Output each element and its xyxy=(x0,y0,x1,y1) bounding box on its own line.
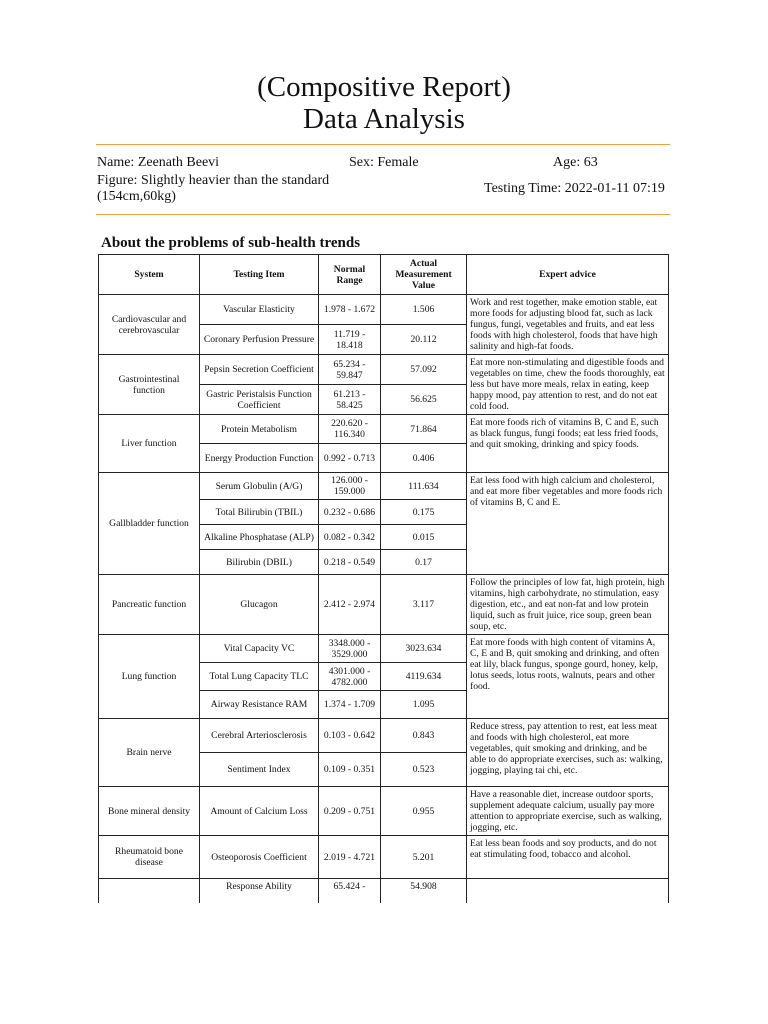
expert-advice-cell: Reduce stress, pay attention to rest, eat less meat and foods with high cholesterol, eat more vegetables, quit smoking and drinking, and be able to do appropriate exercises, such as: walking, jogging, playing tai chi, etc. xyxy=(467,719,669,787)
table-row xyxy=(99,879,669,903)
testing-item-cell: Serum Globulin (A/G) xyxy=(200,473,319,500)
measurement-value-cell: 56.625 xyxy=(381,385,467,415)
measurement-value-cell: 0.955 xyxy=(381,787,467,836)
system-cell xyxy=(99,879,200,903)
expert-advice-cell: Eat more non-stimulating and digestible foods and vegetables on time, chew the foods thoroughly, eat less but have more meals, relax in eating, keep happy mood, pay attention to rest, and do not eat cold food. xyxy=(467,355,669,415)
header-divider-bottom xyxy=(96,214,670,215)
table-row xyxy=(99,295,669,325)
patient-figure-detail: (154cm,60kg) xyxy=(97,189,176,204)
table-body xyxy=(99,295,669,903)
system-cell: Bone mineral density xyxy=(99,787,200,836)
measurement-value-cell: 54.908 xyxy=(381,879,467,903)
sub-health-table xyxy=(98,254,669,903)
testing-item-cell: Coronary Perfusion Pressure xyxy=(200,325,319,355)
normal-range-cell: 65.234 - 59.847 xyxy=(319,355,381,385)
patient-name: Name: Zeenath Beevi xyxy=(97,155,220,170)
normal-range-cell: 4301.000 - 4782.000 xyxy=(319,663,381,691)
testing-item-cell: Amount of Calcium Loss xyxy=(200,787,319,836)
testing-item-cell: Sentiment Index xyxy=(200,753,319,787)
normal-range-cell: 0.109 - 0.351 xyxy=(319,753,381,787)
header-system: System xyxy=(99,255,200,295)
normal-range-cell: 220.620 - 116.340 xyxy=(319,415,381,444)
normal-range-cell: 3348.000 - 3529.000 xyxy=(319,635,381,663)
report-title: (Compositive Report) xyxy=(257,71,511,103)
section-title: About the problems of sub-health trends xyxy=(101,235,361,251)
normal-range-cell: 0.992 - 0.713 xyxy=(319,444,381,473)
testing-item-cell: Cerebral Arteriosclerosis xyxy=(200,719,319,753)
patient-sex: Sex: Female xyxy=(349,155,419,170)
header-normal-range: Normal Range xyxy=(319,255,381,295)
expert-advice-cell xyxy=(467,879,669,903)
normal-range-cell: 11.719 - 18.418 xyxy=(319,325,381,355)
normal-range-cell: 0.082 - 0.342 xyxy=(319,525,381,550)
testing-item-cell: Total Lung Capacity TLC xyxy=(200,663,319,691)
normal-range-cell: 126.000 - 159.000 xyxy=(319,473,381,500)
testing-item-cell: Alkaline Phosphatase (ALP) xyxy=(200,525,319,550)
normal-range-cell: 2.412 - 2.974 xyxy=(319,575,381,635)
normal-range-cell: 61.213 - 58.425 xyxy=(319,385,381,415)
system-cell: Cardiovascular and cerebrovascular xyxy=(99,295,200,355)
table-row xyxy=(99,836,669,879)
testing-item-cell: Pepsin Secretion Coefficient xyxy=(200,355,319,385)
normal-range-cell: 0.218 - 0.549 xyxy=(319,550,381,575)
measurement-value-cell: 5.201 xyxy=(381,836,467,879)
testing-item-cell: Response Ability xyxy=(200,879,319,903)
normal-range-cell: 1.374 - 1.709 xyxy=(319,691,381,719)
normal-range-cell: 1.978 - 1.672 xyxy=(319,295,381,325)
testing-item-cell: Vital Capacity VC xyxy=(200,635,319,663)
expert-advice-cell: Have a reasonable diet, increase outdoor sports, supplement adequate calcium, usually pay more attention to appropriate exercise, such as walking, jogging, etc. xyxy=(467,787,669,836)
expert-advice-cell: Eat more foods rich of vitamins B, C and E, such as black fungus, fungi foods; eat less fried foods, and quit smoking, drinking and spicy foods. xyxy=(467,415,669,473)
system-cell: Rheumatoid bone disease xyxy=(99,836,200,879)
header-divider-top xyxy=(96,144,670,145)
testing-item-cell: Gastric Peristalsis Function Coefficient xyxy=(200,385,319,415)
measurement-value-cell: 3.117 xyxy=(381,575,467,635)
measurement-value-cell: 0.175 xyxy=(381,500,467,525)
testing-item-cell: Airway Resistance RAM xyxy=(200,691,319,719)
table-row xyxy=(99,719,669,753)
measurement-value-cell: 0.015 xyxy=(381,525,467,550)
system-cell: Liver function xyxy=(99,415,200,473)
testing-item-cell: Vascular Elasticity xyxy=(200,295,319,325)
measurement-value-cell: 4119.634 xyxy=(381,663,467,691)
measurement-value-cell: 0.523 xyxy=(381,753,467,787)
measurement-value-cell: 3023.634 xyxy=(381,635,467,663)
header-expert-advice: Expert advice xyxy=(467,255,669,295)
system-cell: Lung function xyxy=(99,635,200,719)
table-header-row xyxy=(99,255,669,295)
measurement-value-cell: 57.092 xyxy=(381,355,467,385)
testing-item-cell: Total Bilirubin (TBIL) xyxy=(200,500,319,525)
measurement-value-cell: 0.17 xyxy=(381,550,467,575)
table-row xyxy=(99,415,669,444)
measurement-value-cell: 0.406 xyxy=(381,444,467,473)
table-row xyxy=(99,473,669,500)
table-row xyxy=(99,635,669,663)
header-testing-item: Testing Item xyxy=(200,255,319,295)
measurement-value-cell: 71.864 xyxy=(381,415,467,444)
expert-advice-cell: Eat more foods with high content of vitamins A, C, E and B, quit smoking and drinking, and often eat lily, black fungus, sponge gourd, honey, kelp, lotus seeds, lotus roots, walnuts, pears and other food. xyxy=(467,635,669,719)
testing-item-cell: Energy Production Function xyxy=(200,444,319,473)
system-cell: Brain nerve xyxy=(99,719,200,787)
system-cell: Gastrointestinal function xyxy=(99,355,200,415)
normal-range-cell: 0.209 - 0.751 xyxy=(319,787,381,836)
table-row xyxy=(99,575,669,635)
normal-range-cell: 65.424 - xyxy=(319,879,381,903)
expert-advice-cell: Follow the principles of low fat, high protein, high vitamins, high carbohydrate, no stimulation, easy digestion, etc., and eat non-fat and low protein liquid, such as fruit juice, rice soup, green bean soup, etc. xyxy=(467,575,669,635)
system-cell: Pancreatic function xyxy=(99,575,200,635)
expert-advice-cell: Eat less food with high calcium and cholesterol, and eat more fiber vegetables and more foods rich of vitamins B, C and E. xyxy=(467,473,669,575)
measurement-value-cell: 111.634 xyxy=(381,473,467,500)
expert-advice-cell: Work and rest together, make emotion stable, eat more foods for adjusting blood fat, such as lack fungus, fungi, vegetables and fruits, and eat less foods with high cholesterol, foods that have high salinity and high-fat foods. xyxy=(467,295,669,355)
header-actual-value: Actual Measurement Value xyxy=(381,255,467,295)
patient-age: Age: 63 xyxy=(553,155,598,170)
expert-advice-cell: Eat less bean foods and soy products, and do not eat stimulating food, tobacco and alcohol. xyxy=(467,836,669,879)
testing-item-cell: Glucagon xyxy=(200,575,319,635)
measurement-value-cell: 0.843 xyxy=(381,719,467,753)
normal-range-cell: 0.232 - 0.686 xyxy=(319,500,381,525)
testing-item-cell: Osteoporosis Coefficient xyxy=(200,836,319,879)
report-subtitle: Data Analysis xyxy=(303,103,465,135)
table-row xyxy=(99,787,669,836)
testing-item-cell: Bilirubin (DBIL) xyxy=(200,550,319,575)
testing-item-cell: Protein Metabolism xyxy=(200,415,319,444)
measurement-value-cell: 1.506 xyxy=(381,295,467,325)
patient-figure: Figure: Slightly heavier than the standard xyxy=(97,173,330,188)
normal-range-cell: 2.019 - 4.721 xyxy=(319,836,381,879)
system-cell: Gallbladder function xyxy=(99,473,200,575)
table-row xyxy=(99,355,669,385)
measurement-value-cell: 1.095 xyxy=(381,691,467,719)
measurement-value-cell: 20.112 xyxy=(381,325,467,355)
normal-range-cell: 0.103 - 0.642 xyxy=(319,719,381,753)
testing-time: Testing Time: 2022-01-11 07:19 xyxy=(484,181,665,196)
